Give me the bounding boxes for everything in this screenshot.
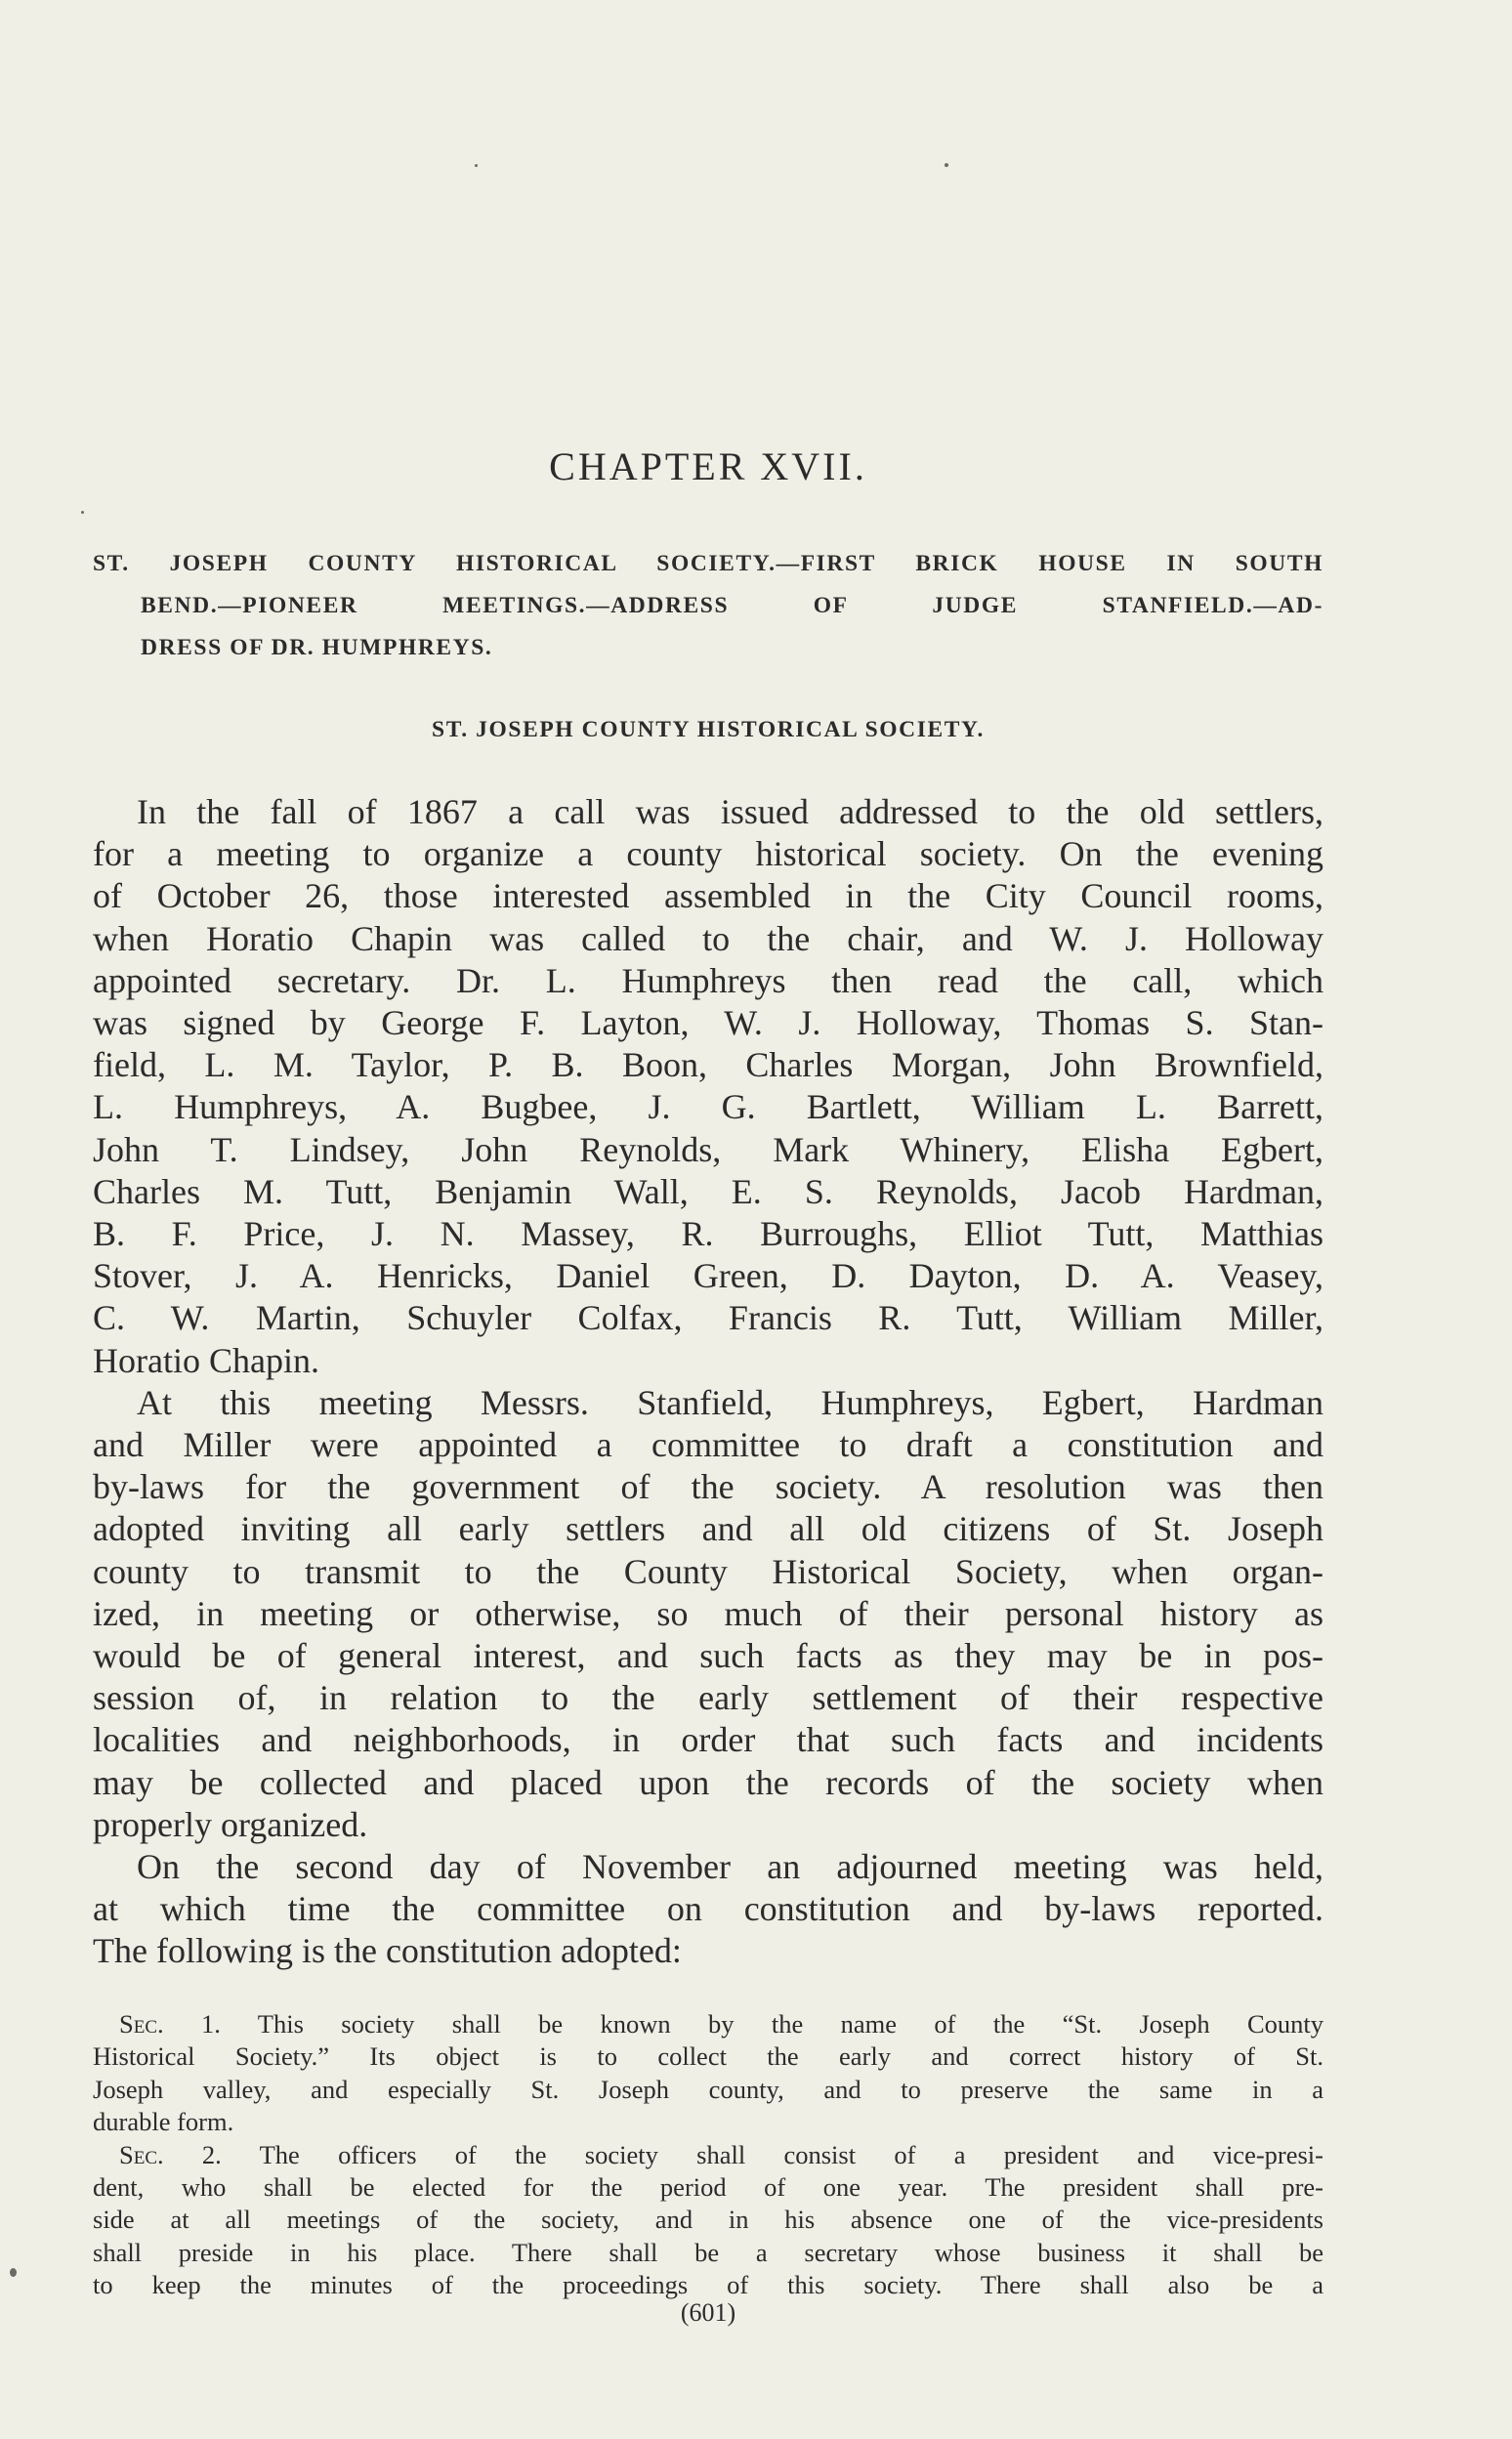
print-speck — [81, 511, 84, 514]
summary-line: ST. JOSEPH COUNTY HISTORICAL SOCIETY.—FIRST BRICK HOUSE IN SOUTH — [93, 551, 1323, 576]
body-text — [93, 791, 1323, 1973]
body-line: may be collected and placed upon the records of the society when — [93, 1762, 1323, 1802]
body-line: of October 26, those interested assembled in the City Council rooms, — [93, 876, 1323, 916]
body-line: properly organized. — [93, 1804, 368, 1844]
body-line: session of, in relation to the early settlement of their respective — [93, 1678, 1323, 1718]
body-line: localities and neighborhoods, in order that such facts and incidents — [93, 1720, 1323, 1760]
book-page — [93, 0, 1323, 2439]
constitution-line: Joseph valley, and especially St. Joseph county, and to preserve the same in a — [93, 2074, 1323, 2104]
body-line: would be of general interest, and such facts as they may be in pos- — [93, 1636, 1323, 1676]
body-line: and Miller were appointed a committee to draft a constitution and — [93, 1425, 1323, 1465]
section-heading: ST. JOSEPH COUNTY HISTORICAL SOCIETY. — [432, 717, 985, 742]
body-line: Horatio Chapin. — [93, 1340, 319, 1380]
summary-line: DRESS OF DR. HUMPHREYS. — [141, 635, 493, 660]
body-line: At this meeting Messrs. Stanfield, Humphreys, Egbert, Hardman — [137, 1382, 1323, 1422]
body-line: Stover, J. A. Henricks, Daniel Green, D. Dayton, D. A. Veasey, — [93, 1256, 1323, 1296]
constitution-line: Sec. 2. The officers of the society shall consist of a president and vice-presi- — [119, 2139, 1323, 2169]
body-line: adopted inviting all early settlers and all old citizens of St. Joseph — [93, 1509, 1323, 1549]
body-line: for a meeting to organize a county historical society. On the evening — [93, 834, 1323, 874]
constitution-line: Historical Society.” Its object is to collect the early and correct history of St. — [93, 2041, 1323, 2072]
constitution-line: Sec. 1. This society shall be known by the name of the “St. Joseph County — [119, 2009, 1323, 2039]
print-speck — [10, 2268, 17, 2277]
body-line: was signed by George F. Layton, W. J. Holloway, Thomas S. Stan- — [93, 1003, 1323, 1043]
page-number: (601) — [680, 2298, 736, 2327]
print-speck — [945, 163, 948, 167]
body-line: In the fall of 1867 a call was issued addressed to the old settlers, — [137, 792, 1323, 831]
body-line: appointed secretary. Dr. L. Humphreys then read the call, which — [93, 960, 1323, 1000]
constitution-text — [93, 2008, 1323, 2302]
section-label: Sec. — [119, 2139, 164, 2169]
chapter-title: CHAPTER XVII. — [549, 444, 867, 488]
constitution-line: to keep the minutes of the proceedings of this society. There shall also be a — [93, 2270, 1323, 2300]
body-line: Charles M. Tutt, Benjamin Wall, E. S. Reynolds, Jacob Hardman, — [93, 1171, 1323, 1211]
body-line: The following is the constitution adopted: — [93, 1931, 682, 1971]
body-line: county to transmit to the County Historical Society, when organ- — [93, 1551, 1323, 1591]
summary-line: BEND.—PIONEER MEETINGS.—ADDRESS OF JUDGE STANFIELD.—AD- — [141, 593, 1323, 618]
constitution-line: durable form. — [93, 2107, 234, 2137]
body-line: B. F. Price, J. N. Massey, R. Burroughs, Elliot Tutt, Matthias — [93, 1214, 1323, 1254]
chapter-summary — [93, 543, 1323, 669]
body-line: when Horatio Chapin was called to the chair, and W. J. Holloway — [93, 918, 1323, 958]
section-label: Sec. — [119, 2009, 164, 2039]
body-line: John T. Lindsey, John Reynolds, Mark Whinery, Elisha Egbert, — [93, 1129, 1323, 1169]
constitution-line: dent, who shall be elected for the period of one year. The president shall pre- — [93, 2172, 1323, 2203]
constitution-line: side at all meetings of the society, and in his absence one of the vice-presidents — [93, 2205, 1323, 2235]
body-line: at which time the committee on constitution and by-laws reported. — [93, 1889, 1323, 1929]
body-line: by-laws for the government of the society. A resolution was then — [93, 1467, 1323, 1507]
body-line: C. W. Martin, Schuyler Colfax, Francis R. Tutt, William Miller, — [93, 1298, 1323, 1338]
body-line: On the second day of November an adjourned meeting was held, — [137, 1847, 1323, 1887]
constitution-line: shall preside in his place. There shall be a secretary whose business it shall be — [93, 2237, 1323, 2267]
body-line: ized, in meeting or otherwise, so much of their personal history as — [93, 1593, 1323, 1633]
body-line: field, L. M. Taylor, P. B. Boon, Charles Morgan, John Brownfield, — [93, 1045, 1323, 1085]
body-line: L. Humphreys, A. Bugbee, J. G. Bartlett, William L. Barrett, — [93, 1087, 1323, 1127]
print-speck — [475, 164, 478, 167]
